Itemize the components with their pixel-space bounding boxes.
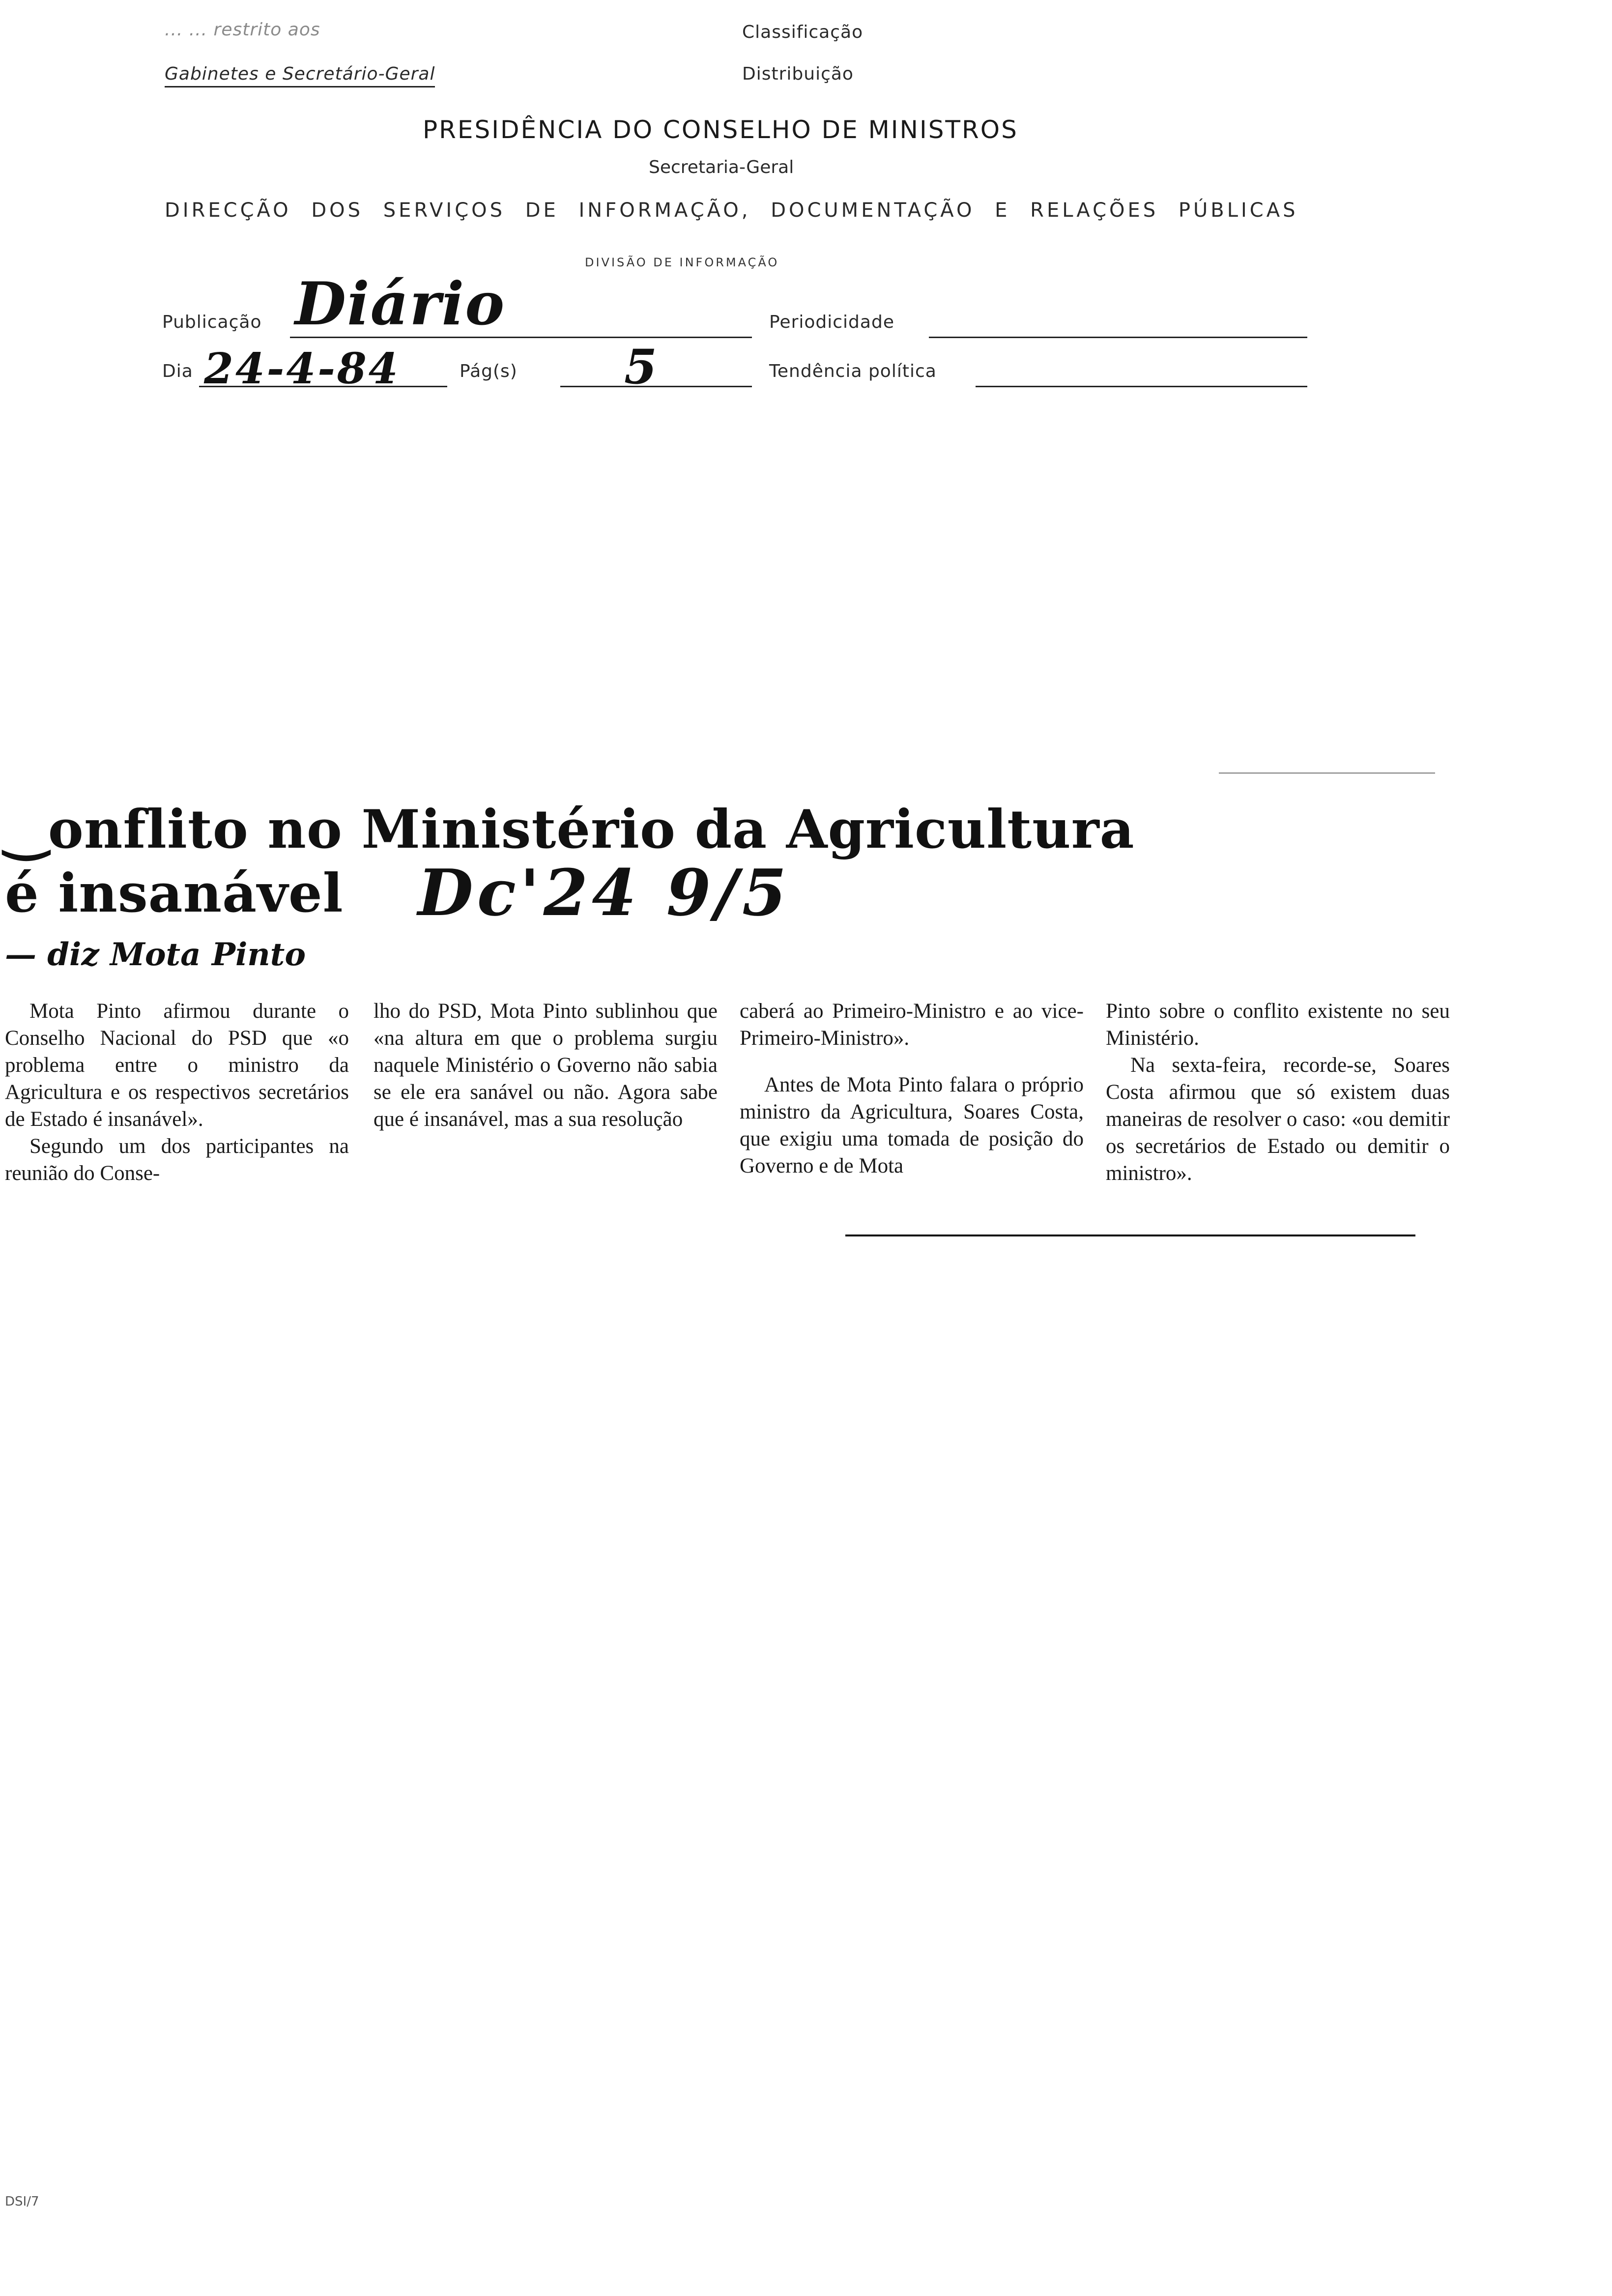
secretaria-geral: Secretaria-Geral: [649, 157, 794, 177]
col3-paragraph-1: caberá ao Primeiro-Ministro e ao vice-Primeiro-Ministro».: [740, 1000, 1084, 1050]
publicacao-line: [290, 337, 752, 338]
dia-handwritten-value: 24-4-84: [204, 344, 400, 394]
headline-line-1: ‿onflito no Ministério da Agricultura: [5, 799, 1135, 861]
distribuicao-label: Distribuição: [742, 64, 854, 84]
headline-line-2: é insanável: [5, 862, 344, 924]
handwritten-annotation: Dc'24 9/5: [418, 855, 791, 930]
col1-paragraph-1: Mota Pinto afirmou durante o Conselho Nacional do PSD que «o problema entre o ministro da Agricultura e os respectivos secretários de Estado é insanável».: [5, 1000, 349, 1131]
article-end-rule: [845, 1234, 1415, 1236]
clipping-edge-mark: [1219, 773, 1435, 774]
article-column-3: [740, 998, 1084, 1179]
col1-paragraph-2: Segundo um dos participantes na reunião do Conse-: [5, 1135, 349, 1185]
direccao-heading: DIRECÇÃO DOS SERVIÇOS DE INFORMAÇÃO, DOCUMENTAÇÃO E RELAÇÕES PÚBLICAS: [165, 199, 1298, 222]
page-title: PRESIDÊNCIA DO CONSELHO DE MINISTROS: [423, 115, 1018, 144]
col4-paragraph-1: Pinto sobre o conflito existente no seu Ministério.: [1106, 1000, 1450, 1050]
dia-label: Dia: [162, 361, 193, 381]
pags-line: [560, 386, 752, 387]
periodicidade-label: Periodicidade: [769, 312, 894, 332]
article-column-2: [374, 998, 718, 1133]
article-column-1: [5, 998, 349, 1187]
dia-line: [199, 386, 447, 387]
divisao-heading: DIVISÃO DE INFORMAÇÃO: [585, 256, 779, 269]
pags-label: Pág(s): [460, 361, 518, 381]
tendencia-label: Tendência política: [769, 361, 937, 381]
periodicidade-line: [929, 337, 1307, 338]
top-left-line-1: ... ... restrito aos: [165, 20, 320, 40]
col2-paragraph-1: lho do PSD, Mota Pinto sublinhou que «na altura em que o problema surgiu naquele Ministério o Governo não sabia se ele era sanável ou não. Agora sabe que é insanável, mas a sua resolução: [374, 1000, 718, 1131]
tendencia-line: [976, 386, 1307, 387]
pags-handwritten-value: 5: [624, 339, 657, 395]
publicacao-handwritten-value: Diário: [295, 269, 506, 339]
classificacao-label: Classificação: [742, 22, 864, 42]
footer-code: DSI/7: [5, 2194, 39, 2209]
col4-paragraph-2: Na sexta-feira, recorde-se, Soares Costa afirmou que só existem duas maneiras de resolver o caso: «ou demitir os secretários de Estado ou demitir o ministro».: [1106, 1054, 1450, 1185]
publicacao-label: Publicação: [162, 312, 262, 332]
col3-paragraph-2: Antes de Mota Pinto falara o próprio ministro da Agricultura, Soares Costa, que exigiu uma tomada de posição do Governo e de Mota: [740, 1073, 1084, 1177]
top-left-line-2: Gabinetes e Secretário-Geral: [165, 64, 435, 87]
byline: — diz Mota Pinto: [5, 936, 306, 973]
article-column-4: [1106, 998, 1450, 1187]
